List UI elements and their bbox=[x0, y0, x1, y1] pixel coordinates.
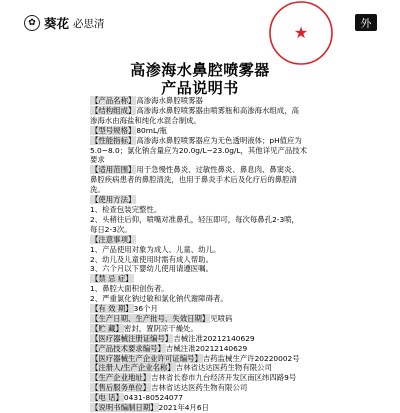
sunflower-icon: ✿ bbox=[24, 15, 40, 31]
company-seal bbox=[268, 0, 334, 66]
section-text: 用于急慢性鼻炎、过敏性鼻炎、鼻息肉、鼻窦炎、 bbox=[136, 165, 299, 175]
section-product-name bbox=[90, 96, 390, 106]
section-text: 1、检查包装完整性。 bbox=[90, 204, 162, 214]
section-value: 见喷码 bbox=[210, 313, 233, 323]
section-label: 【型号规格】 bbox=[91, 125, 136, 135]
section-text: 渗海水由海盐和纯化水混合制成。 bbox=[90, 115, 201, 125]
section-address bbox=[90, 373, 390, 383]
section-text: 每日2-3次。 bbox=[90, 224, 132, 234]
section-notes bbox=[90, 235, 390, 275]
section-value: 吉械注准20212140629 bbox=[173, 333, 255, 343]
instructions-body bbox=[90, 96, 390, 413]
section-text: 洗。 bbox=[90, 185, 105, 195]
svg-text:★: ★ bbox=[293, 23, 309, 42]
section-phone bbox=[90, 393, 390, 403]
section-text: 2、严重氯化钠过敏和氯化钠代谢障碍者。 bbox=[90, 294, 228, 304]
section-performance bbox=[90, 136, 390, 166]
section-value: 密封，置阴凉干燥处。 bbox=[123, 323, 198, 333]
section-storage bbox=[90, 324, 390, 334]
section-text: 高渗海水鼻腔喷雾器由喷雾瓶和高渗海水组成，高 bbox=[136, 105, 299, 115]
section-scope bbox=[90, 165, 390, 195]
section-text: 5.0~8.0；氯化钠含量应为20.0g/L~23.0g/L，其他详见产品技术 bbox=[90, 145, 308, 155]
section-value: 吉药监械生产许20220002号 bbox=[202, 353, 300, 363]
section-text: 要求 bbox=[90, 155, 105, 165]
section-value: 80mL/瓶 bbox=[136, 125, 167, 135]
section-shelf-life bbox=[90, 304, 390, 314]
section-label: 【生产日期、生产批号、失效日期】 bbox=[91, 313, 210, 323]
brand-subtitle: 必思清 bbox=[73, 17, 105, 30]
section-tech-requirements bbox=[90, 344, 390, 354]
section-label: 【使用方法】 bbox=[91, 195, 136, 205]
section-value: 吉林省长春市九台经济开发区南区纬四路9号 bbox=[151, 373, 297, 383]
section-text: 3、六个月以下婴幼儿使用请遵医嘱。 bbox=[90, 264, 213, 274]
product-title: 高渗海水鼻腔喷雾器 bbox=[130, 61, 270, 79]
section-text: 高渗海水鼻腔喷雾器应为无色透明液体；pH值应为 bbox=[136, 135, 302, 145]
section-text: 1、鼻腔大面积创伤者。 bbox=[90, 284, 169, 294]
section-value: 吉林省达达医药生物有限公司 bbox=[175, 363, 272, 373]
section-label: 【产品技术要求编号】 bbox=[91, 343, 165, 353]
section-label: 【结构组成】 bbox=[91, 105, 136, 115]
section-label: 【贮 藏】 bbox=[91, 323, 123, 333]
section-value: 吉林省达达医药生物有限公司 bbox=[151, 383, 248, 393]
section-label: 【售后服务单位】 bbox=[91, 383, 151, 393]
section-label: 【性能指标】 bbox=[91, 135, 136, 145]
section-label: 【说明书编制日期】 bbox=[91, 403, 158, 413]
section-label: 【适用范围】 bbox=[91, 165, 136, 175]
section-label: 【医疗器械注册证编号】 bbox=[91, 333, 173, 343]
section-spec bbox=[90, 126, 390, 136]
section-dates bbox=[90, 314, 390, 324]
brand-name: 葵花 bbox=[44, 16, 70, 31]
section-text: 鼻腔疾病患者的鼻腔清洗，也用于鼻炎手术后及化疗后的鼻腔清 bbox=[90, 175, 297, 185]
section-label: 【医疗器械生产企业许可证编号】 bbox=[91, 353, 202, 363]
section-production-license bbox=[90, 354, 390, 364]
section-value: 高渗海水鼻腔喷雾器 bbox=[136, 96, 203, 105]
section-label: 【注意事项】 bbox=[91, 234, 136, 244]
section-contraindications bbox=[90, 274, 390, 304]
external-use-badge: 外 bbox=[355, 14, 377, 31]
section-label: 【电 话】 bbox=[91, 393, 123, 403]
section-text: 1、产品使用对象为成人、儿童、幼儿。 bbox=[90, 244, 221, 254]
section-text: 2、头稍往后仰，喷嘴对准鼻孔，轻压即可，每次每鼻孔2-3喷， bbox=[90, 214, 299, 224]
section-label: 【注册人/生产企业名称】 bbox=[91, 363, 175, 373]
section-label: 【禁 忌 症】 bbox=[91, 274, 133, 284]
section-manufacturer bbox=[90, 363, 390, 373]
section-value: 0431-80524077 bbox=[123, 393, 184, 403]
section-label: 【产品名称】 bbox=[91, 96, 136, 105]
section-structure bbox=[90, 106, 390, 126]
section-value: 36个月 bbox=[133, 304, 158, 314]
section-registration bbox=[90, 334, 390, 344]
section-after-sales bbox=[90, 383, 390, 393]
section-usage bbox=[90, 195, 390, 235]
section-label: 【生产企业地址】 bbox=[91, 373, 151, 383]
section-value: 2021年4月6日 bbox=[158, 403, 209, 413]
section-label: 【有 效 期】 bbox=[91, 304, 133, 314]
section-edit-date bbox=[90, 403, 390, 413]
section-value: 吉械注准20212140629 bbox=[165, 343, 248, 353]
brand-logo bbox=[24, 14, 105, 32]
section-text: 2、幼儿及儿童使用时需有成人帮助。 bbox=[90, 254, 213, 264]
document-title: 产品说明书 bbox=[161, 79, 239, 97]
